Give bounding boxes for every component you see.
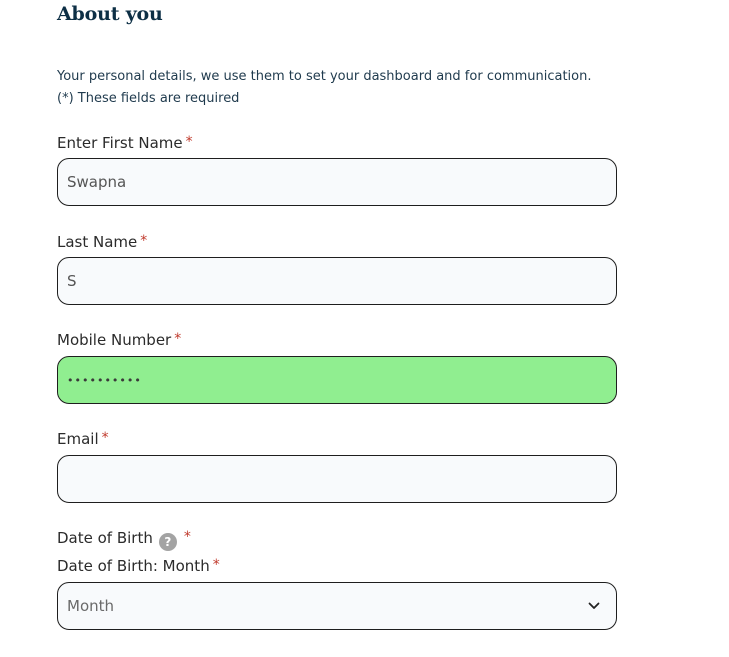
last-name-label [57,233,147,251]
mobile-number-input[interactable] [57,356,617,404]
first-name-label-text: Enter First Name [57,134,183,152]
question-circle-icon[interactable]: ? [159,533,177,551]
dob-month-label-text: Date of Birth: Month [57,557,210,575]
first-name-input[interactable] [57,158,617,206]
first-name-value: Swapna [67,173,127,191]
mobile-number-value: •••••••••• [67,373,142,387]
last-name-label-text: Last Name [57,233,138,251]
email-label-text: Email [57,430,99,448]
mobile-number-label [57,331,181,349]
required-marker: * [174,331,182,347]
section-title: About you [57,3,163,25]
dob-month-label [57,557,220,575]
last-name-input[interactable] [57,257,617,305]
chevron-down-icon [588,602,600,610]
dob-label-text: Date of Birth [57,529,153,547]
required-marker: * [185,134,193,150]
dob-month-select[interactable] [57,582,617,630]
required-marker: * [140,233,148,249]
email-label [57,430,109,448]
section-intro [57,66,591,110]
required-marker: * [183,529,191,545]
first-name-label [57,134,193,152]
required-note: (*) These fields are required [57,91,240,106]
dob-month-selected: Month [67,597,115,615]
dob-label [57,529,191,551]
required-marker: * [212,557,220,573]
email-field[interactable] [57,455,617,503]
mobile-number-label-text: Mobile Number [57,331,172,349]
section-description: Your personal details, we use them to set your dashboard and for communication. [57,69,592,84]
required-marker: * [101,430,109,446]
last-name-value: S [67,272,77,290]
